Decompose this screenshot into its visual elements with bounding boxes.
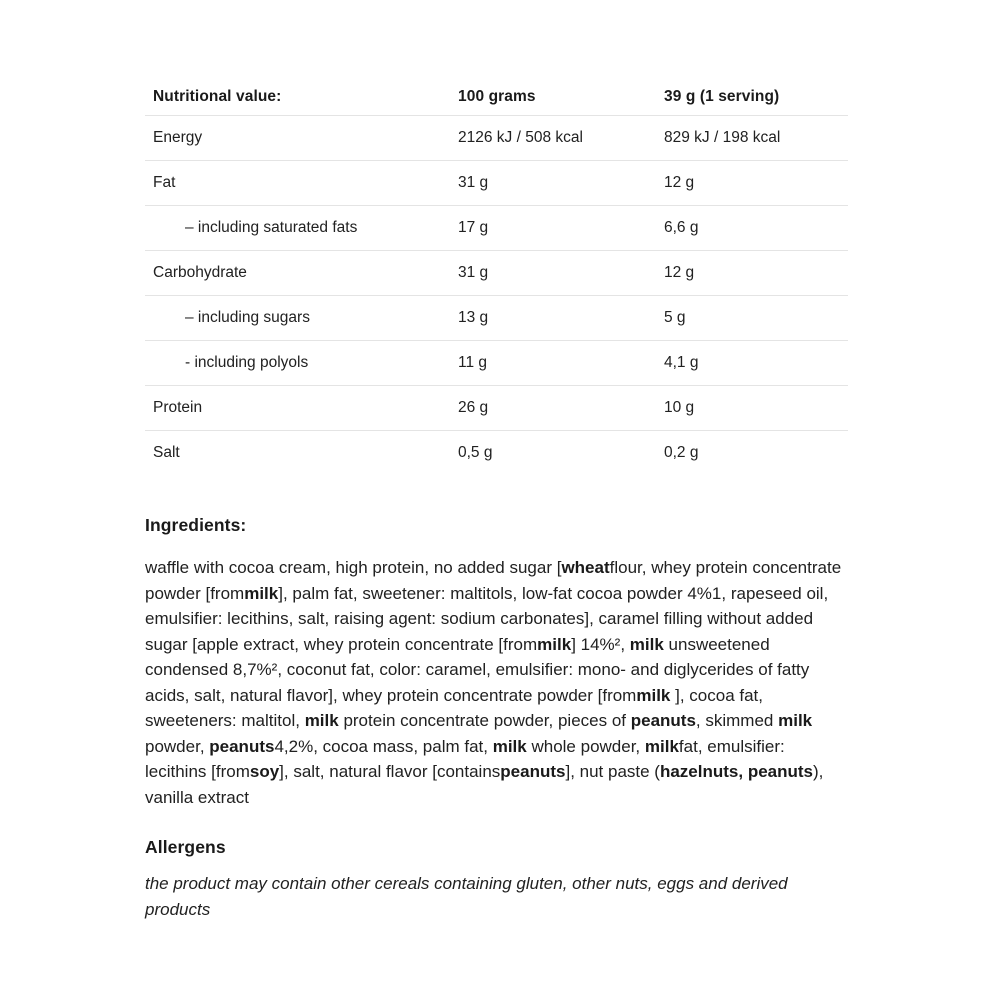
table-row — [145, 431, 848, 476]
nutrition-table — [145, 78, 848, 475]
nutrient-label: Carbohydrate — [153, 264, 247, 281]
table-row — [145, 296, 848, 341]
nutrient-label: Energy — [153, 129, 203, 146]
table-row — [145, 386, 848, 431]
nutrition-table-header — [145, 78, 848, 116]
nutrient-label: - including polyols — [185, 354, 309, 371]
value-per-100g: 2126 kJ / 508 kcal — [458, 129, 583, 146]
value-per-100g: 31 g — [458, 174, 489, 191]
table-row — [145, 206, 848, 251]
table-row — [145, 251, 848, 296]
allergens-heading: Allergens — [145, 837, 226, 857]
table-row — [145, 116, 848, 161]
header-100-grams: 100 grams — [458, 78, 664, 116]
value-per-100g: 11 g — [458, 354, 488, 371]
value-per-serving: 10 g — [664, 399, 695, 416]
value-per-serving: 4,1 g — [664, 354, 699, 371]
value-per-serving: 0,2 g — [664, 444, 699, 461]
table-header-row — [145, 78, 848, 116]
nutrient-label: Fat — [153, 174, 176, 191]
value-per-serving: 829 kJ / 198 kcal — [664, 129, 781, 146]
value-per-100g: 26 g — [458, 399, 489, 416]
value-per-serving: 5 g — [664, 309, 686, 326]
header-nutritional-value: Nutritional value: — [145, 78, 458, 116]
value-per-100g: 31 g — [458, 264, 489, 281]
nutrient-label: Protein — [153, 399, 203, 416]
nutrient-label: – including sugars — [185, 309, 310, 326]
nutrition-table-body — [145, 116, 848, 476]
ingredients-heading: Ingredients: — [145, 515, 247, 535]
nutrient-label: Salt — [153, 444, 180, 461]
value-per-serving: 12 g — [664, 264, 695, 281]
value-per-100g: 13 g — [458, 309, 489, 326]
header-serving: 39 g (1 serving) — [664, 78, 848, 116]
value-per-serving: 12 g — [664, 174, 695, 191]
value-per-100g: 0,5 g — [458, 444, 493, 461]
ingredients-text: waffle with cocoa cream, high protein, no added sugar [wheatflour, whey protein concentrate powder [frommilk], palm fat, sweetener: maltitols, low-fat cocoa powder 4%1, rapeseed oil, emulsifier: lecithins, salt, raising agent: sodium carbonates], caramel filling without added sugar [apple extract, whey protein concentrate [frommilk] 14%², milk unsweetened condensed 8,7%², coconut fat, color: caramel, emulsifier: mono- and diglycerides of fatty acids, salt, natural flavor], whey protein concentrate powder [frommilk ], cocoa fat, sweeteners: maltitol, milk protein concentrate powder, pieces of peanuts, skimmed milk powder, peanuts4,2%, cocoa mass, palm fat, milk whole powder, milkfat, emulsifier: lecithins [fromsoy], salt, natural flavor [containspeanuts], nut paste (hazelnuts, peanuts), vanilla extract — [145, 558, 842, 807]
allergens-text: the product may contain other cereals containing gluten, other nuts, eggs and derived products — [145, 874, 788, 919]
nutrition-section — [145, 78, 848, 939]
table-row — [145, 341, 848, 386]
table-row — [145, 161, 848, 206]
nutrient-label: – including saturated fats — [185, 219, 358, 236]
value-per-serving: 6,6 g — [664, 219, 699, 236]
value-per-100g: 17 g — [458, 219, 489, 236]
